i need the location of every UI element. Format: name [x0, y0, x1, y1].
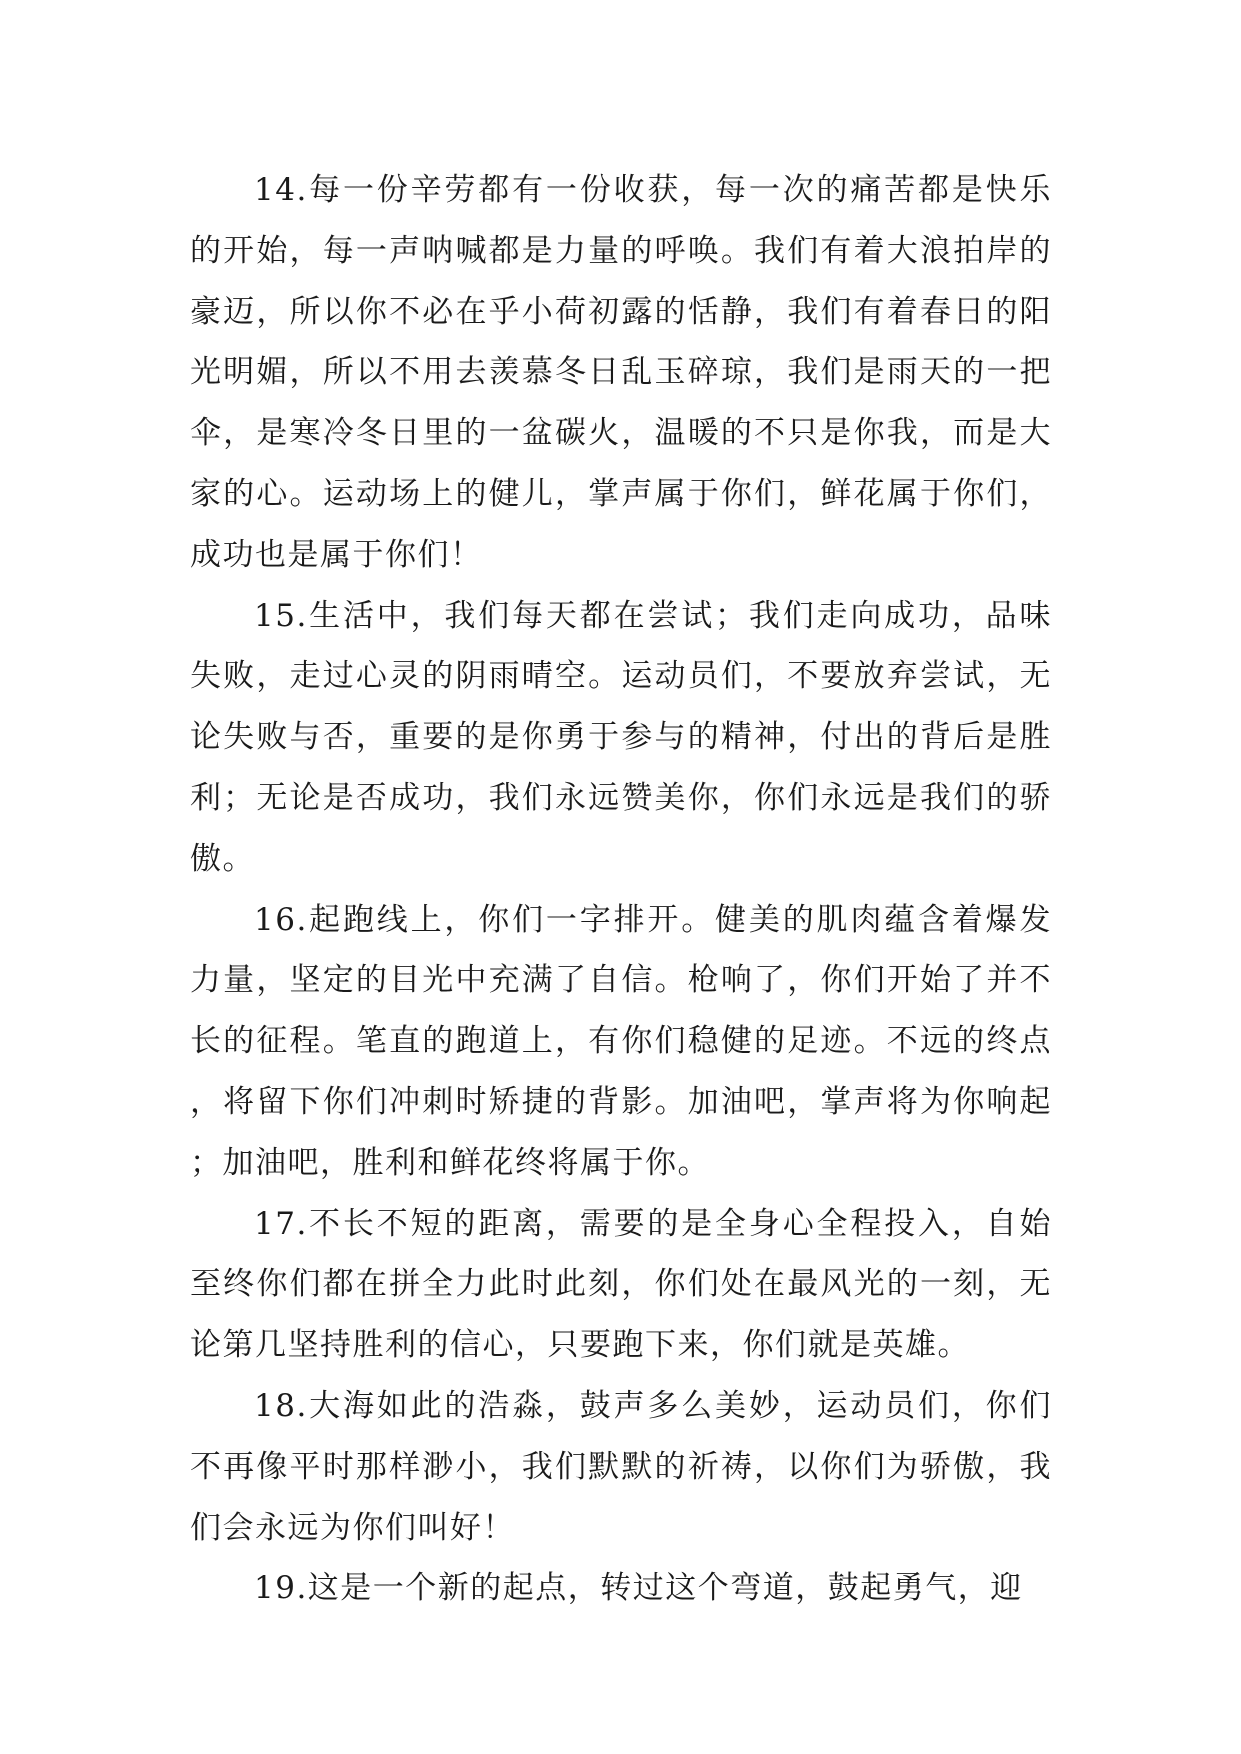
paragraph-15: 15.生活中，我们每天都在尝试；我们走向成功，品味失败，走过心灵的阴雨晴空。运动员们，不要放弃尝试，无论失败与否，重要的是你勇于参与的精神，付出的背后是胜利；无论是否成功，我们永远赞美你，你们永远是我们的骄傲。 — [190, 597, 1052, 877]
paragraph-18: 18.大海如此的浩淼，鼓声多么美妙，运动员们，你们不再像平时那样渺小，我们默默的祈祷，以你们为骄傲，我们会永远为你们叫好！ — [190, 1387, 1052, 1546]
document-body — [190, 160, 1052, 1619]
paragraph-14: 14.每一份辛劳都有一份收获，每一次的痛苦都是快乐的开始，每一声呐喊都是力量的呼唤。我们有着大浪拍岸的豪迈，所以你不必在乎小荷初露的恬静，我们有着春日的阳光明媚，所以不用去羡慕冬日乱玉碎琼，我们是雨天的一把伞，是寒冷冬日里的一盆碳火，温暖的不只是你我，而是大家的心。运动场上的健儿，掌声属于你们，鲜花属于你们，成功也是属于你们！ — [190, 172, 1052, 573]
paragraph-17: 17.不长不短的距离，需要的是全身心全程投入，自始至终你们都在拼全力此时此刻，你们处在最风光的一刻，无论第几坚持胜利的信心，只要跑下来，你们就是英雄。 — [190, 1205, 1052, 1364]
paragraph-19: 19.这是一个新的起点，转过这个弯道，鼓起勇气，迎 — [254, 1570, 1023, 1607]
paragraph-16: 16.起跑线上，你们一字排开。健美的肌肉蕴含着爆发力量，坚定的目光中充满了自信。枪响了，你们开始了并不长的征程。笔直的跑道上，有你们稳健的足迹。不远的终点，将留下你们冲刺时矫捷的背影。加油吧，掌声将为你响起；加油吧，胜利和鲜花终将属于你。 — [190, 901, 1052, 1181]
